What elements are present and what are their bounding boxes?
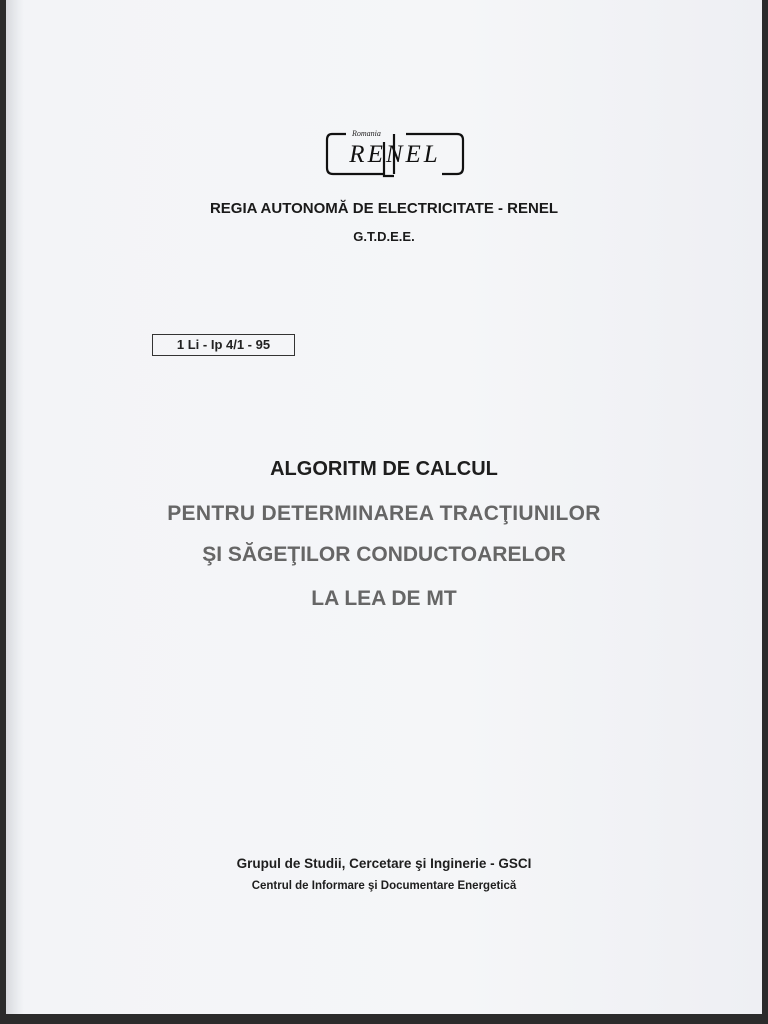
document-page: [6, 0, 762, 1014]
title-line-4: LA LEA DE MT: [311, 587, 457, 610]
logo-country-text: Romania: [352, 129, 381, 138]
department-name: G.T.D.E.E.: [353, 229, 415, 244]
footer-center-name: Centrul de Informare şi Documentare Energetică: [251, 880, 517, 892]
organization-name: REGIA AUTONOMĂ DE ELECTRICITATE - RENEL: [209, 200, 559, 217]
title-line-3: ŞI SĂGEŢILOR CONDUCTOARELOR: [202, 543, 566, 566]
title-line-1: ALGORITM DE CALCUL: [270, 458, 498, 480]
logo-wordmark: RENEL: [349, 141, 441, 168]
renel-logo: [324, 128, 466, 182]
footer-group-name: Grupul de Studii, Cercetare şi Inginerie - GSCI: [236, 856, 532, 871]
title-line-2: PENTRU DETERMINAREA TRACŢIUNILOR: [167, 502, 601, 525]
document-code-box: 1 Li - Ip 4/1 - 95: [152, 334, 295, 356]
